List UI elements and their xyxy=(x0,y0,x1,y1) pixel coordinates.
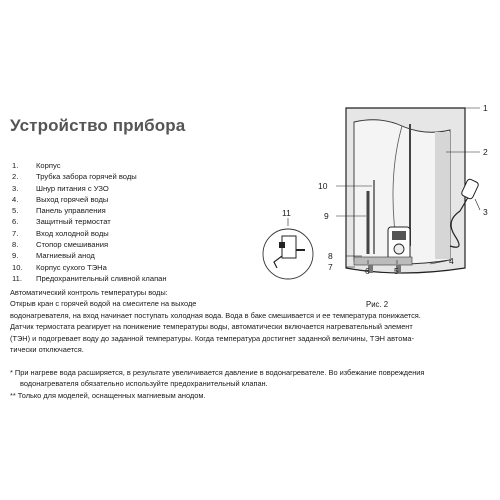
water-heater-diagram xyxy=(250,96,495,301)
body-line: (ТЭН) и подогревает воду до заданной температуры. Когда температура достигнет заданной величины, ТЭН автома- xyxy=(10,333,414,343)
control-knob xyxy=(394,244,404,254)
list-item: 9. Магниевый анод xyxy=(12,251,95,261)
list-item: 3. Шнур питания с УЗО xyxy=(12,183,109,193)
body-line: Открыв кран с горячей водой на смесителе на выходе xyxy=(10,299,197,309)
callout-11: 11 xyxy=(282,208,291,218)
control-display xyxy=(392,231,406,240)
callout-3: 3 xyxy=(483,207,488,217)
list-item: 8. Стопор смешивания xyxy=(12,240,109,250)
callout-10: 10 xyxy=(318,181,328,191)
list-item: 10. Корпус сухого ТЭНа xyxy=(12,262,107,272)
list-item: 6. Защитный термостат xyxy=(12,217,111,227)
body-text xyxy=(10,287,492,355)
list-item: 1. Корпус xyxy=(12,161,61,170)
body-line: тически отключается. xyxy=(10,345,84,355)
footnote-2: ** Только для моделей, оснащенных магниевым анодом. xyxy=(10,390,206,400)
body-line: Датчик термостата реагирует на понижение температуры воды, автоматически включается нагревательный элемент xyxy=(10,322,413,332)
parts-list xyxy=(12,160,167,284)
list-item: 5. Панель управления xyxy=(12,206,106,216)
callout-9: 9 xyxy=(324,211,329,221)
body-heading: Автоматический контроль температуры воды: xyxy=(10,288,168,297)
callout-5: 5 xyxy=(394,266,399,276)
figure-caption: Рис. 2 xyxy=(366,300,389,309)
list-item: 11. Предохранительный сливной клапан xyxy=(12,273,167,283)
tank-shade xyxy=(435,132,450,259)
callout-6: 6 xyxy=(365,266,370,276)
callout-2: 2 xyxy=(483,147,488,157)
footnote-1-cont: водонагревателя обязательно используйте предохранительный клапан. xyxy=(20,379,268,389)
list-item: 7. Вход холодной воды xyxy=(12,228,109,238)
list-item: 4. Выход горячей воды xyxy=(12,194,109,204)
bottom-fitting xyxy=(354,257,412,265)
page-title: Устройство прибора xyxy=(10,116,186,135)
list-item: 2. Трубка забора горячей воды xyxy=(12,172,137,182)
callout-8: 8 xyxy=(328,251,333,261)
body-line: водонагревателя, на вход начинает поступать холодная вода. Вода в баке смешивается и ее температура понижается. xyxy=(10,310,421,320)
footnote-1: * При нагреве вода расширяется, в результате увеличивается давление в водонагревателе. Во избежание повреждения xyxy=(10,368,425,377)
footnotes xyxy=(10,367,492,401)
callout-4: 4 xyxy=(449,256,454,266)
callout-1: 1 xyxy=(483,103,488,113)
safety-valve-lever xyxy=(279,242,285,248)
callout-7: 7 xyxy=(328,262,333,272)
